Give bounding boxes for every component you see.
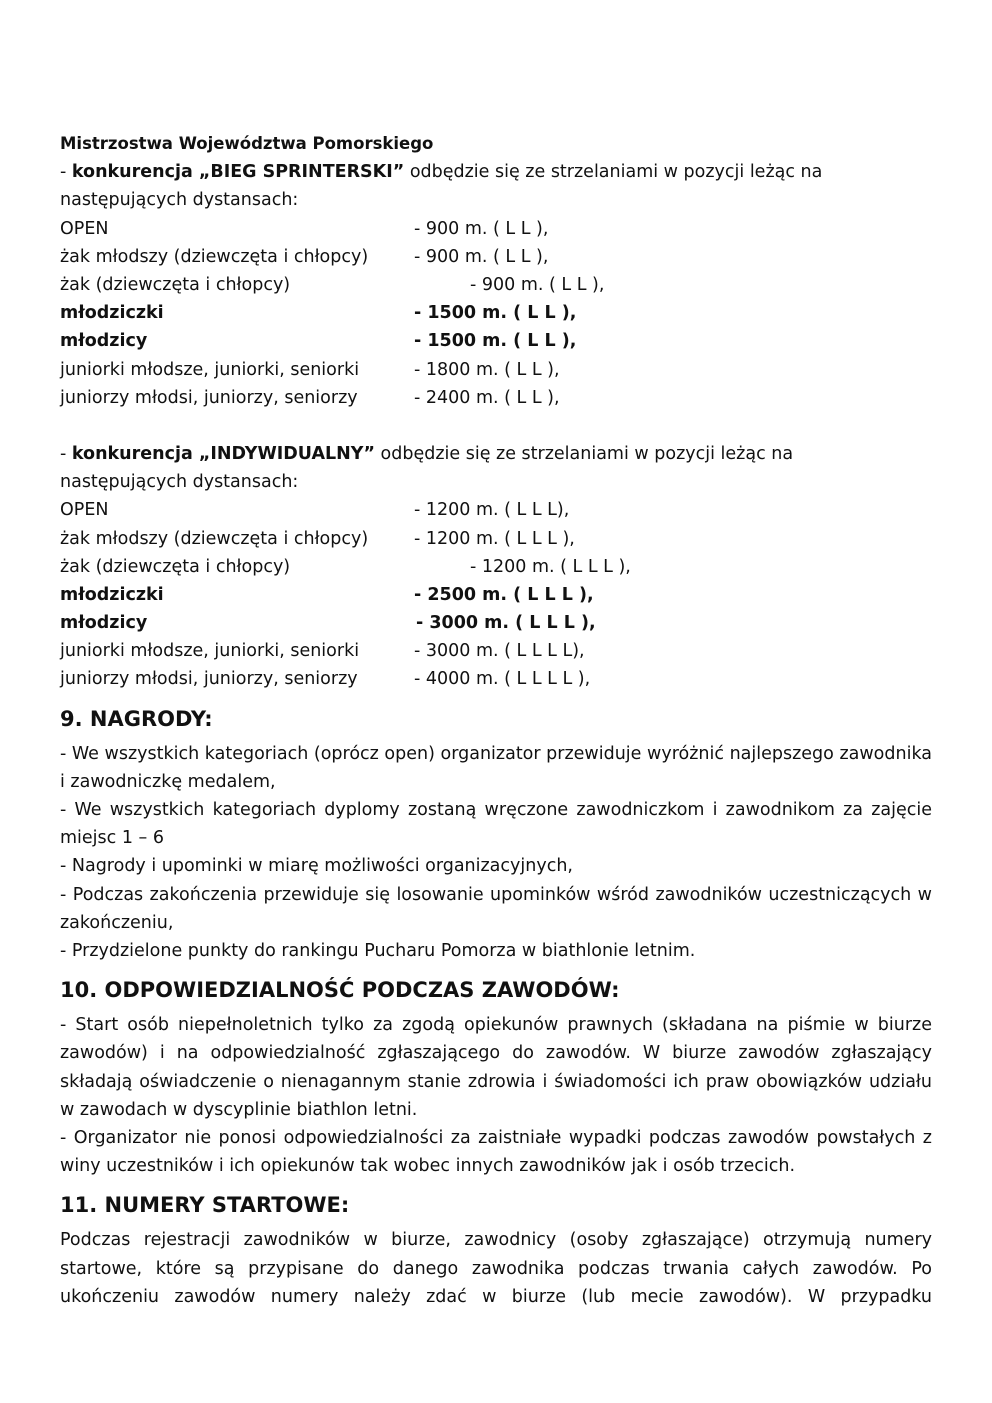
section-9-item: - Podczas zakończenia przewiduje się losowanie upominków wśród zawodników uczestniczących w zakończeniu, [60,884,932,933]
individual-rest: odbędzie się ze strzelaniami w pozycji leżąc na [374,443,794,464]
sprint-label: konkurencja „BIEG SPRINTERSKI” [71,162,405,183]
category: żak (dziewczęta i chłopcy) [60,274,291,295]
category: młodziczki [60,303,164,324]
sprint-rest: odbędzie się ze strzelaniami w pozycji leżąc na [404,162,823,183]
distance: - 2500 m. ( L L L ), [414,584,594,605]
category: juniorki młodsze, juniorki, seniorki [60,359,360,380]
table-row [60,637,932,665]
intro-title: Mistrzostwa Województwa Pomorskiego [60,134,434,153]
distance: - 1200 m. ( L L L), [414,500,570,521]
category: młodzicy [60,613,148,634]
category: młodzicy [60,331,148,352]
category: żak młodszy (dziewczęta i chłopcy) [60,246,369,267]
category: żak młodszy (dziewczęta i chłopcy) [60,528,369,549]
section-9-item: - We wszystkich kategoriach dyplomy zostaną wręczone zawodniczkom i zawodnikom za zajęcie miejsc 1 – 6 [60,800,932,849]
table-row [60,665,932,693]
table-row [60,215,932,243]
individual-table [60,496,932,693]
distance: - 900 m. ( L L ), [414,246,549,267]
distance: - 1200 m. ( L L L ), [414,528,575,549]
section-9-title: 9. NAGRODY: [60,706,213,731]
distance: - 1200 m. ( L L L ), [470,556,631,577]
section-9-item: - Przydzielone punkty do rankingu Pucharu Pomorza w biathlonie letnim. [60,941,696,962]
section-9-item: - Nagrody i upominki w miarę możliwości organizacyjnych, [60,856,573,877]
category: młodziczki [60,584,164,605]
individual-line2: następujących dystansach: [60,472,299,493]
category: juniorzy młodsi, juniorzy, seniorzy [60,387,358,408]
distance: - 3000 m. ( L L L L), [414,641,585,662]
distance: - 1500 m. ( L L ), [414,303,577,324]
individual-label: konkurencja „INDYWIDUALNY” [71,443,375,464]
table-row [60,299,932,327]
section-11-title: 11. NUMERY STARTOWE: [60,1193,350,1218]
table-row [60,327,932,355]
section-10-title: 10. ODPOWIEDZIALNOŚĆ PODCZAS ZAWODÓW: [60,978,620,1003]
table-row [60,581,932,609]
section-10-item: - Start osób niepełnoletnich tylko za zgodą opiekunów prawnych (składana na piśmie w biurze zawodów) i na odpowiedzialność zgłaszającego do zawodów. W biurze zawodów zgłaszający składają oświadczenie o nienagannym stanie zdrowia i świadomości ich praw obowiązków udziału w zawodach w dyscyplinie biathlon letni. [60,1015,932,1120]
table-row [60,553,932,581]
distance: - 3000 m. ( L L L ), [416,613,596,634]
table-row [60,243,932,271]
sprint-intro [60,158,932,186]
individual-intro [60,440,932,468]
distance: - 1800 m. ( L L ), [414,359,560,380]
sprint-table [60,215,932,412]
distance: - 900 m. ( L L ), [470,274,605,295]
section-11-item: Podczas rejestracji zawodników w biurze, zawodnicy (osoby zgłaszające) otrzymują numery startowe, które są przypisane do danego zawodnika podczas trwania całych zawodów. Po ukończeniu zawodów numery należy zdać w biurze (lub mecie zawodów). W przypadku [60,1230,932,1307]
distance: - 1500 m. ( L L ), [414,331,577,352]
table-row [60,271,932,299]
distance: - 4000 m. ( L L L L ), [414,669,591,690]
table-row [60,496,932,524]
distance: - 2400 m. ( L L ), [414,387,560,408]
table-row [60,384,932,412]
sprint-prefix: - [60,162,72,183]
table-row [60,525,932,553]
spacer [60,412,932,440]
table-row [60,609,932,637]
category: juniorki młodsze, juniorki, seniorki [60,641,360,662]
individual-prefix: - [60,443,72,464]
document-page [60,130,932,1311]
category: OPEN [60,218,109,239]
section-10-item: - Organizator nie ponosi odpowiedzialności za zaistniałe wypadki podczas zawodów powstałych z winy uczestników i ich opiekunów tak wobec innych zawodników jak i osób trzecich. [60,1128,932,1177]
category: OPEN [60,500,109,521]
section-9-item: - We wszystkich kategoriach (oprócz open) organizator przewiduje wyróżnić najlepszego zawodnika i zawodniczkę medalem, [60,743,932,792]
category: żak (dziewczęta i chłopcy) [60,556,291,577]
category: juniorzy młodsi, juniorzy, seniorzy [60,669,358,690]
sprint-line2: następujących dystansach: [60,190,299,211]
table-row [60,356,932,384]
distance: - 900 m. ( L L ), [414,218,549,239]
